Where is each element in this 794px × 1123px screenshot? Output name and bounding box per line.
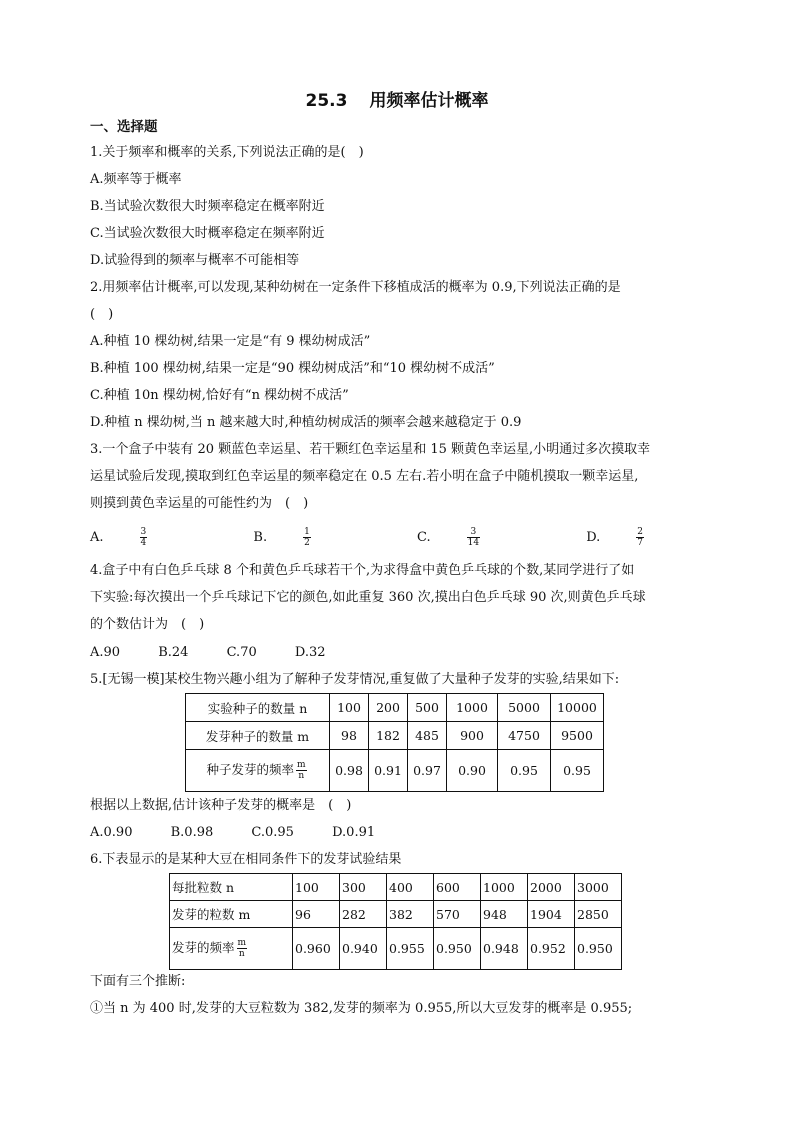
fraction: $\frac{3}{4}$ — [140, 527, 147, 548]
q3-line-1: 3.一个盒子中装有 20 颗蓝色幸运星、若干颗红色幸运星和 15 颗黄色幸运星,小明通过多次摸取幸 — [90, 442, 651, 457]
table-row — [186, 694, 604, 722]
q4-line-2: 下实验:每次摸出一个乒乓球记下它的颜色,如此重复 360 次,摸出白色乒乓球 90 次,则黄色乒乓球 — [90, 590, 646, 605]
table-cell: 400 — [387, 874, 434, 901]
table-cell: 0.950 — [575, 928, 622, 970]
table-cell: 382 — [387, 901, 434, 928]
row-label: 种子发芽的频率 $\frac{m}{n}$ — [186, 750, 330, 792]
table-cell: 948 — [481, 901, 528, 928]
q3-line-2: 运星试验后发现,摸取到红色幸运星的频率稳定在 0.5 左右.若小明在盒子中随机摸取一颗幸运星, — [90, 469, 639, 484]
table-cell: 485 — [408, 722, 447, 750]
table-cell: 10000 — [551, 694, 604, 722]
q5-option-b: B.0.98 — [170, 825, 214, 840]
table-cell: 0.950 — [434, 928, 481, 970]
table-cell: 0.95 — [551, 750, 604, 792]
section-heading: 一、选择题 — [90, 119, 158, 135]
table-cell: 500 — [408, 694, 447, 722]
q4-option-a: A.90 — [90, 645, 121, 660]
table-cell: 0.97 — [408, 750, 447, 792]
table-cell: 282 — [340, 901, 387, 928]
q6-inference-heading: 下面有三个推断: — [90, 974, 186, 989]
table-cell: 9500 — [551, 722, 604, 750]
q5-question: 根据以上数据,估计该种子发芽的概率是 ( ) — [90, 798, 352, 813]
q3-option-a: A. $\frac{3}{4}$ — [90, 530, 215, 545]
table-cell: 0.95 — [498, 750, 551, 792]
table-cell: 98 — [330, 722, 369, 750]
row-label: 每批粒数 n — [170, 874, 293, 901]
q2-option-a: A.种植 10 棵幼树,结果一定是“有 9 棵幼树成活” — [90, 334, 371, 349]
q1-option-c: C.当试验次数很大时概率稳定在频率附近 — [90, 226, 325, 241]
q5-option-d: D.0.91 — [332, 825, 376, 840]
title-text: 用频率估计概率 — [369, 91, 489, 111]
table-cell: 900 — [447, 722, 498, 750]
table-cell: 0.948 — [481, 928, 528, 970]
q2-paren: ( ) — [90, 307, 114, 322]
table-cell: 1000 — [481, 874, 528, 901]
q4-options — [90, 644, 360, 662]
fraction: $\frac{2}{7}$ — [637, 527, 644, 548]
q5-stem: 5.[无锡一模]某校生物兴趣小组为了解种子发芽情况,重复做了大量种子发芽的实验,结果如下: — [90, 672, 620, 687]
q3-option-b: B. $\frac{1}{2}$ — [253, 530, 378, 545]
table-cell: 300 — [340, 874, 387, 901]
row-label: 发芽的频率 $\frac{m}{n}$ — [170, 928, 293, 970]
table-cell: 0.90 — [447, 750, 498, 792]
fraction: $\frac{3}{14}$ — [467, 527, 480, 548]
table-cell: 100 — [293, 874, 340, 901]
fraction: $\frac{1}{2}$ — [304, 527, 310, 548]
fraction: $\frac{m}{n}$ — [237, 938, 247, 959]
table-cell: 0.955 — [387, 928, 434, 970]
q4-option-c: C.70 — [226, 645, 257, 660]
table-cell: 182 — [369, 722, 408, 750]
table-cell: 1904 — [528, 901, 575, 928]
q3-option-c: C. $\frac{3}{14}$ — [417, 530, 548, 545]
table-row — [170, 928, 622, 970]
q5-option-c: C.0.95 — [251, 825, 294, 840]
q4-option-b: B.24 — [158, 645, 189, 660]
q2-option-b: B.种植 100 棵幼树,结果一定是“90 棵幼树成活”和“10 棵幼树不成活” — [90, 361, 495, 376]
row-label: 发芽种子的数量 m — [186, 722, 330, 750]
q1-option-d: D.试验得到的频率与概率不可能相等 — [90, 253, 300, 268]
table-cell: 0.952 — [528, 928, 575, 970]
q2-option-c: C.种植 10n 棵幼树,恰好有“n 棵幼树不成活” — [90, 388, 349, 403]
table-row — [170, 901, 622, 928]
q6-stem: 6.下表显示的是某种大豆在相同条件下的发芽试验结果 — [90, 852, 402, 867]
q4-line-1: 4.盒子中有白色乒乓球 8 个和黄色乒乓球若干个,为求得盒中黄色乒乓球的个数,某同学进行了如 — [90, 563, 635, 578]
table-row — [170, 874, 622, 901]
q1-option-b: B.当试验次数很大时频率稳定在概率附近 — [90, 199, 325, 214]
q4-line-3: 的个数估计为 ( ) — [90, 617, 205, 632]
q2-option-d: D.种植 n 棵幼树,当 n 越来越大时,种植幼树成活的频率会越来越稳定于 0.9 — [90, 415, 522, 430]
fraction: $\frac{m}{n}$ — [296, 760, 306, 781]
table-row — [186, 750, 604, 792]
row-label: 发芽的粒数 m — [170, 901, 293, 928]
table-cell: 3000 — [575, 874, 622, 901]
table-cell: 2000 — [528, 874, 575, 901]
q4-option-d: D.32 — [294, 645, 326, 660]
table-cell: 0.98 — [330, 750, 369, 792]
table-row — [186, 722, 604, 750]
table-cell: 200 — [369, 694, 408, 722]
table-cell: 4750 — [498, 722, 551, 750]
q1-option-a: A.频率等于概率 — [90, 172, 182, 187]
table-cell: 100 — [330, 694, 369, 722]
q6-data-table — [169, 873, 622, 970]
row-label: 实验种子的数量 n — [186, 694, 330, 722]
table-cell: 0.940 — [340, 928, 387, 970]
q1-stem: 1.关于频率和概率的关系,下列说法正确的是( ) — [90, 145, 364, 160]
table-cell: 5000 — [498, 694, 551, 722]
q5-data-table — [185, 693, 604, 792]
table-cell: 96 — [293, 901, 340, 928]
q2-stem: 2.用频率估计概率,可以发现,某种幼树在一定条件下移植成活的概率为 0.9,下列说法正确的是 — [90, 280, 621, 295]
table-cell: 600 — [434, 874, 481, 901]
page-title — [0, 86, 794, 111]
q5-options — [90, 824, 409, 842]
q5-option-a: A.0.90 — [90, 825, 133, 840]
title-number: 25.3 — [305, 91, 348, 111]
q3-line-3: 则摸到黄色幸运星的可能性约为 ( ) — [90, 496, 309, 511]
q3-options — [90, 527, 746, 548]
q3-option-d: D. $\frac{2}{7}$ — [586, 530, 712, 545]
table-cell: 570 — [434, 901, 481, 928]
table-cell: 0.91 — [369, 750, 408, 792]
table-cell: 2850 — [575, 901, 622, 928]
q6-inference-1: ①当 n 为 400 时,发芽的大豆粒数为 382,发芽的频率为 0.955,所以大豆发芽的概率是 0.955; — [90, 1001, 633, 1016]
table-cell: 1000 — [447, 694, 498, 722]
table-cell: 0.960 — [293, 928, 340, 970]
